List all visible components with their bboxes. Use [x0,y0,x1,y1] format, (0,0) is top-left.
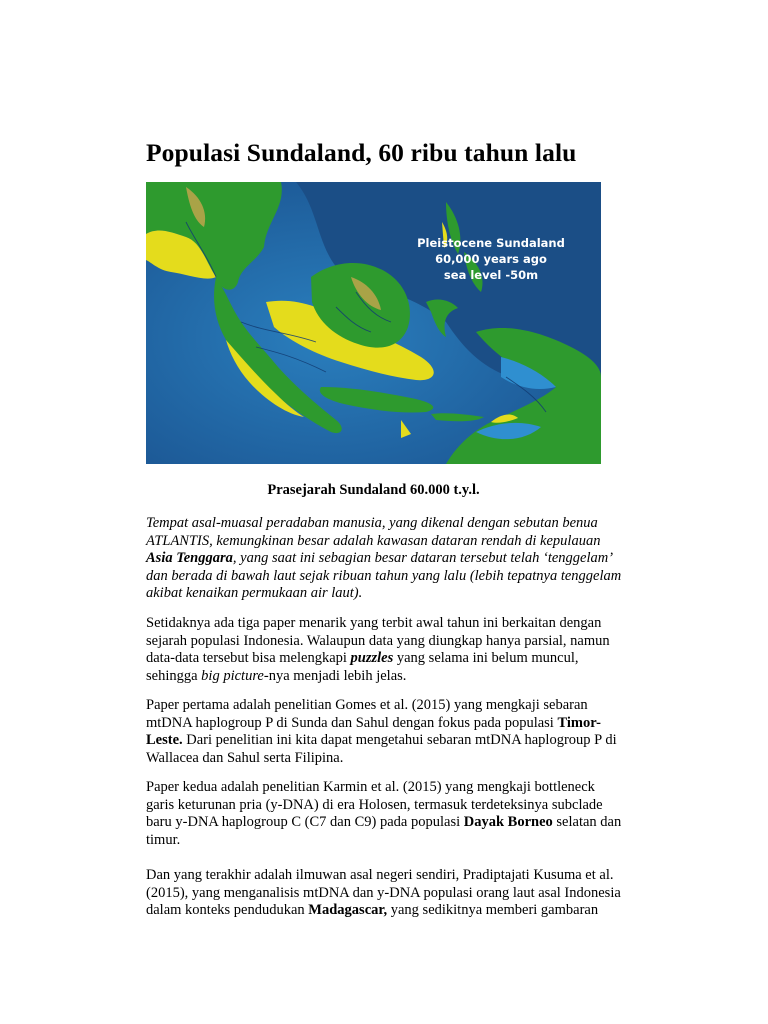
timor-bold: Timor- [557,714,601,731]
p2-line-4 [146,668,656,686]
p1-line-1: Tempat asal-muasal peradaban manusia, yang dikenal dengan sebutan benua [146,515,598,531]
p2-line-1: Setidaknya ada tiga paper menarik yang terbit awal tahun ini berkaitan dengan [146,615,602,631]
paragraph-atlantis [146,515,656,603]
p2-line-4-b: -nya menjadi lebih jelas. [263,667,407,684]
p2-line-4-a: sehingga [146,667,202,684]
asia-tenggara-bold: Asia Tenggara [146,550,233,567]
p5-line-1: Dan yang terakhir adalah ilmuwan asal negeri sendiri, Pradiptajati Kusuma et al. [146,867,614,883]
big-picture-italic: big picture [201,667,264,684]
p1-line-3 [146,550,656,568]
p1-line-4: dan berada di bawah laut sejak ribuan tahun yang lalu (lebih tepatnya tenggelam [146,567,622,584]
p3-line-1: Paper pertama adalah penelitian Gomes et al. (2015) yang mengkaji sebaran [146,697,588,713]
p1-line-2: ATLANTIS, kemungkinan besar adalah kawasan dataran rendah di kepulauan [146,532,601,549]
p3-line-4: Wallacea dan Sahul serta Filipina. [146,749,344,766]
paragraph-three-papers [146,615,656,685]
p2-line-3-a: data-data tersebut bisa melengkapi [146,650,351,667]
p1-line-3-rest: , yang saat ini sebagian besar dataran tersebut telah ‘tenggelam’ [232,550,614,567]
p3-line-2 [146,715,656,733]
madagascar-bold: Madagascar, [308,902,388,919]
p4-line-3 [146,814,656,832]
p2-line-2: sejarah populasi Indonesia. Walaupun data yang diungkap hanya parsial, namun [146,632,610,649]
map-overlay-line-3: sea level -50m [443,268,539,282]
p2-line-3 [146,650,656,668]
leste-bold: Leste. [146,732,183,749]
page-title: Populasi Sundaland, 60 ribu tahun lalu [146,138,577,167]
p3-line-3 [146,732,656,750]
p2-line-3-b: yang selama ini belum muncul, [393,650,579,667]
map-caption: Prasejarah Sundaland 60.000 t.y.l. [267,482,480,498]
p5-line-3 [146,902,656,920]
p3-line-2-a: mtDNA haplogroup P di Sunda dan Sahul dengan fokus pada populasi [146,714,558,731]
paragraph-second-paper [146,779,656,849]
p1-line-5: akibat kenaikan permukaan air laut). [146,585,363,602]
paragraph-third-paper [146,867,656,920]
p4-line-2: garis keturunan pria (y-DNA) di era Holosen, termasuk terdeteksinya subclade [146,796,603,813]
p3-line-3-rest: Dari penelitian ini kita dapat mengetahui sebaran mtDNA haplogroup P di [182,732,617,749]
p5-line-3-a: dalam konteks pendudukan [146,902,309,919]
dayak-borneo-bold: Dayak Borneo [463,814,553,831]
sundaland-map-image [146,182,601,464]
puzzles-bold-italic: puzzles [350,650,394,667]
p4-line-3-a: baru y-DNA haplogroup C (C7 dan C9) pada populasi [146,814,464,831]
p5-line-3-c: yang sedikitnya memberi gambaran [387,902,599,919]
p4-line-4: timur. [146,831,181,848]
p4-line-1: Paper kedua adalah penelitian Karmin et al. (2015) yang mengkaji bottleneck [146,779,595,795]
p4-line-3-c: selatan dan [552,814,622,831]
map-overlay-line-2: 60,000 years ago [435,252,547,266]
paragraph-first-paper [146,697,656,767]
p5-line-2: (2015), yang menganalisis mtDNA dan y-DNA populasi orang laut asal Indonesia [146,884,621,901]
map-overlay-line-1: Pleistocene Sundaland [417,236,565,250]
